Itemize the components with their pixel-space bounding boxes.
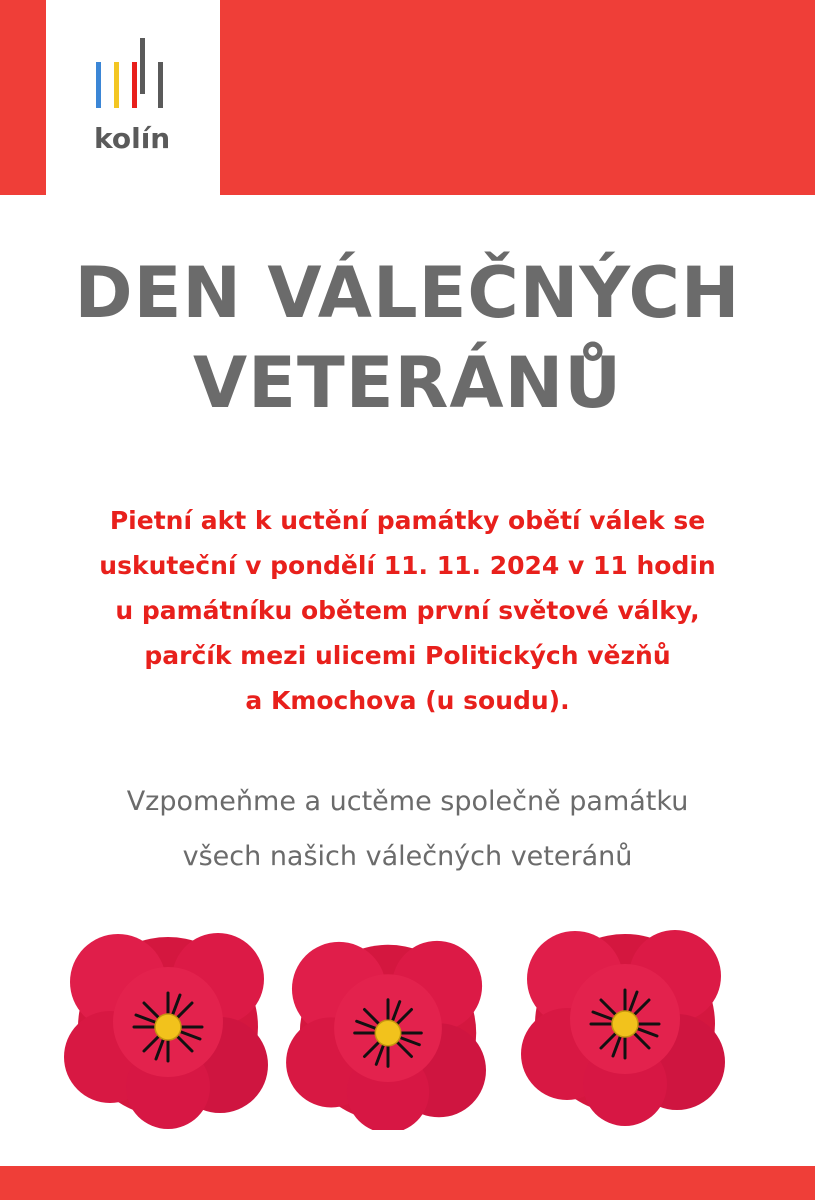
event-announcement bbox=[20, 498, 795, 723]
header-accent-left bbox=[0, 0, 46, 195]
logo-stripes-icon bbox=[88, 34, 178, 124]
poppy-flower-icon bbox=[286, 941, 486, 1130]
logo-wordmark: kolín bbox=[94, 122, 171, 155]
tagline-line: Vzpomeňme a uctěme společně památku bbox=[126, 786, 689, 817]
announcement-line: u památníku obětem první světové války, bbox=[115, 596, 700, 625]
announcement-line: uskuteční v pondělí 11. 11. 2024 v 11 hodin bbox=[99, 551, 716, 580]
footer-accent bbox=[0, 1166, 815, 1200]
poppy-flower-icon bbox=[64, 933, 268, 1129]
remembrance-tagline bbox=[0, 774, 815, 884]
page-title-line: VETERÁNŮ bbox=[192, 342, 623, 424]
kolin-logo bbox=[88, 34, 178, 164]
announcement-line: a Kmochova (u soudu). bbox=[245, 686, 570, 715]
poppy-flower-icon bbox=[521, 930, 725, 1126]
header-accent-right bbox=[220, 0, 815, 195]
tagline-line: všech našich válečných veteránů bbox=[182, 841, 633, 872]
page-title-line: DEN VÁLEČNÝCH bbox=[74, 252, 741, 334]
announcement-line: Pietní akt k uctění památky obětí válek se bbox=[109, 506, 706, 535]
poppy-decoration bbox=[0, 930, 815, 1130]
announcement-line: parčík mezi ulicemi Politických vězňů bbox=[144, 641, 671, 670]
page-title bbox=[0, 248, 815, 428]
